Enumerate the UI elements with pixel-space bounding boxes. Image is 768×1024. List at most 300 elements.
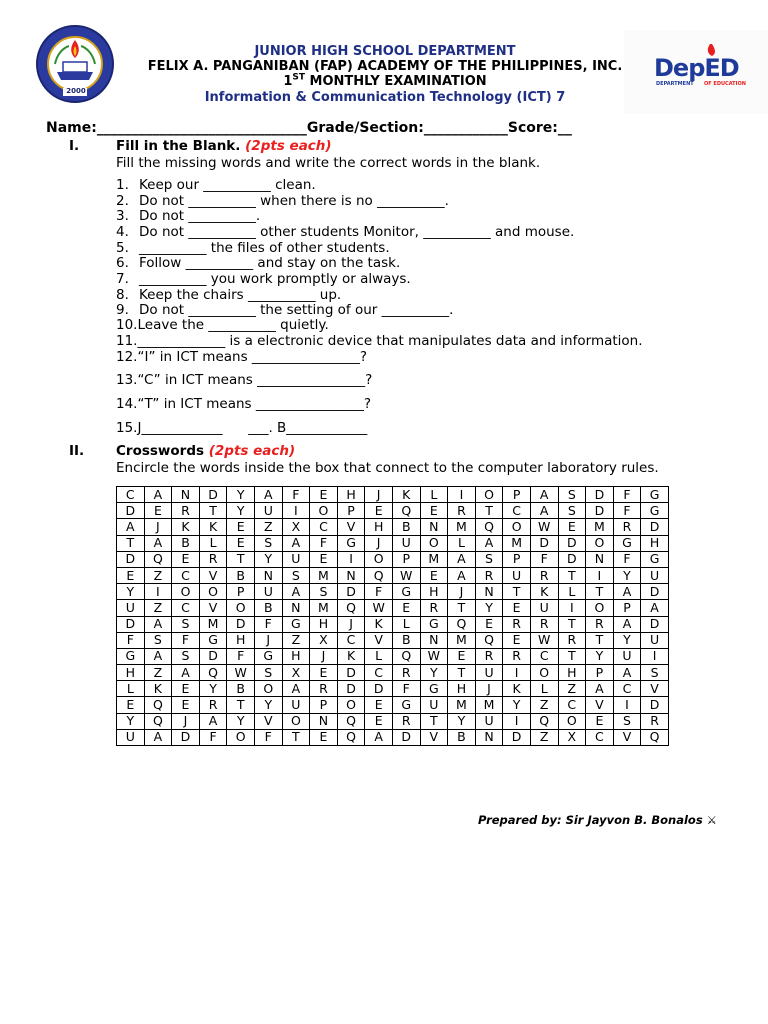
grid-cell[interactable]: T — [117, 535, 145, 551]
grid-cell[interactable]: N — [420, 632, 448, 648]
grid-cell[interactable]: N — [172, 487, 200, 503]
grid-cell[interactable]: Y — [254, 697, 282, 713]
grid-cell[interactable]: G — [392, 697, 420, 713]
grid-cell[interactable]: W — [227, 665, 255, 681]
grid-cell[interactable]: Y — [117, 713, 145, 729]
grid-cell[interactable]: U — [613, 648, 641, 664]
grid-cell[interactable]: R — [475, 648, 503, 664]
grid-cell[interactable]: J — [254, 632, 282, 648]
grid-cell[interactable]: C — [117, 487, 145, 503]
grid-cell[interactable]: U — [503, 567, 531, 583]
grid-cell[interactable]: R — [586, 616, 614, 632]
grid-cell[interactable]: V — [641, 681, 669, 697]
grid-cell[interactable]: M — [586, 519, 614, 535]
grid-cell[interactable]: I — [503, 713, 531, 729]
grid-cell[interactable]: C — [586, 729, 614, 745]
grid-cell[interactable]: K — [530, 584, 558, 600]
grid-cell[interactable]: H — [337, 487, 365, 503]
grid-cell[interactable]: C — [337, 632, 365, 648]
grid-cell[interactable]: I — [641, 648, 669, 664]
grid-cell[interactable]: J — [448, 584, 476, 600]
grid-cell[interactable]: A — [282, 584, 310, 600]
grid-cell[interactable]: Q — [144, 713, 172, 729]
grid-cell[interactable]: R — [199, 551, 227, 567]
grid-cell[interactable]: W — [420, 648, 448, 664]
grid-cell[interactable]: Z — [558, 681, 586, 697]
grid-cell[interactable]: Z — [282, 632, 310, 648]
grid-cell[interactable]: V — [199, 600, 227, 616]
grid-cell[interactable]: F — [254, 729, 282, 745]
grid-cell[interactable]: E — [586, 713, 614, 729]
grid-cell[interactable]: E — [227, 535, 255, 551]
grid-cell[interactable]: E — [227, 519, 255, 535]
grid-cell[interactable]: O — [172, 584, 200, 600]
grid-cell[interactable]: E — [310, 729, 338, 745]
grid-cell[interactable]: F — [392, 681, 420, 697]
grid-cell[interactable]: T — [475, 503, 503, 519]
grid-cell[interactable]: N — [337, 567, 365, 583]
grid-cell[interactable]: C — [530, 648, 558, 664]
grid-cell[interactable]: D — [641, 616, 669, 632]
grid-cell[interactable]: O — [282, 713, 310, 729]
grid-cell[interactable]: A — [641, 600, 669, 616]
grid-cell[interactable]: Y — [586, 648, 614, 664]
grid-cell[interactable]: F — [117, 632, 145, 648]
grid-cell[interactable]: P — [503, 551, 531, 567]
grid-cell[interactable]: Q — [144, 697, 172, 713]
grid-cell[interactable]: S — [282, 567, 310, 583]
grid-cell[interactable]: V — [420, 729, 448, 745]
grid-cell[interactable]: E — [392, 600, 420, 616]
grid-cell[interactable]: J — [310, 648, 338, 664]
grid-cell[interactable]: B — [448, 729, 476, 745]
grid-cell[interactable]: L — [117, 681, 145, 697]
grid-cell[interactable]: A — [282, 535, 310, 551]
grid-cell[interactable]: F — [254, 616, 282, 632]
grid-cell[interactable]: O — [475, 487, 503, 503]
grid-cell[interactable]: D — [365, 681, 393, 697]
grid-cell[interactable]: A — [144, 729, 172, 745]
grid-cell[interactable]: R — [199, 697, 227, 713]
grid-cell[interactable]: R — [641, 713, 669, 729]
grid-cell[interactable]: O — [503, 519, 531, 535]
grid-cell[interactable]: J — [144, 519, 172, 535]
grid-cell[interactable]: E — [117, 567, 145, 583]
grid-cell[interactable]: S — [475, 551, 503, 567]
grid-cell[interactable]: V — [365, 632, 393, 648]
grid-cell[interactable]: E — [172, 551, 200, 567]
grid-cell[interactable]: L — [448, 535, 476, 551]
grid-cell[interactable]: Z — [144, 665, 172, 681]
grid-cell[interactable]: A — [475, 535, 503, 551]
grid-cell[interactable]: E — [365, 503, 393, 519]
grid-cell[interactable]: W — [392, 567, 420, 583]
grid-cell[interactable]: R — [503, 648, 531, 664]
grid-cell[interactable]: E — [503, 632, 531, 648]
grid-cell[interactable]: G — [613, 535, 641, 551]
grid-cell[interactable]: L — [420, 487, 448, 503]
grid-cell[interactable]: U — [117, 600, 145, 616]
grid-cell[interactable]: O — [558, 713, 586, 729]
grid-cell[interactable]: D — [117, 616, 145, 632]
grid-cell[interactable]: Y — [227, 487, 255, 503]
grid-cell[interactable]: F — [199, 729, 227, 745]
grid-cell[interactable]: Z — [254, 519, 282, 535]
grid-cell[interactable]: Y — [420, 665, 448, 681]
grid-cell[interactable]: D — [172, 729, 200, 745]
grid-cell[interactable]: Q — [475, 632, 503, 648]
grid-cell[interactable]: E — [117, 697, 145, 713]
grid-cell[interactable]: P — [586, 665, 614, 681]
grid-cell[interactable]: D — [586, 487, 614, 503]
grid-cell[interactable]: Y — [227, 713, 255, 729]
grid-cell[interactable]: N — [310, 713, 338, 729]
grid-cell[interactable]: O — [199, 584, 227, 600]
grid-cell[interactable]: X — [282, 665, 310, 681]
grid-cell[interactable]: T — [503, 584, 531, 600]
grid-cell[interactable]: C — [365, 665, 393, 681]
grid-cell[interactable]: E — [420, 503, 448, 519]
grid-cell[interactable]: C — [613, 681, 641, 697]
grid-cell[interactable]: I — [613, 697, 641, 713]
grid-cell[interactable]: G — [420, 616, 448, 632]
grid-cell[interactable]: R — [310, 681, 338, 697]
grid-cell[interactable]: V — [586, 697, 614, 713]
grid-cell[interactable]: O — [420, 535, 448, 551]
grid-cell[interactable]: B — [227, 567, 255, 583]
grid-cell[interactable]: Y — [117, 584, 145, 600]
grid-cell[interactable]: O — [227, 729, 255, 745]
grid-cell[interactable]: A — [144, 616, 172, 632]
grid-cell[interactable]: D — [641, 697, 669, 713]
grid-cell[interactable]: Y — [503, 697, 531, 713]
grid-cell[interactable]: B — [254, 600, 282, 616]
grid-cell[interactable]: H — [448, 681, 476, 697]
grid-cell[interactable]: M — [420, 551, 448, 567]
grid-cell[interactable]: X — [310, 632, 338, 648]
grid-cell[interactable]: U — [475, 665, 503, 681]
grid-cell[interactable]: M — [199, 616, 227, 632]
grid-cell[interactable]: A — [172, 665, 200, 681]
grid-cell[interactable]: E — [365, 713, 393, 729]
grid-cell[interactable]: G — [392, 584, 420, 600]
grid-cell[interactable]: F — [613, 487, 641, 503]
grid-cell[interactable]: P — [227, 584, 255, 600]
grid-cell[interactable]: J — [172, 713, 200, 729]
grid-cell[interactable]: Y — [227, 503, 255, 519]
grid-cell[interactable]: E — [310, 665, 338, 681]
grid-cell[interactable]: M — [503, 535, 531, 551]
grid-cell[interactable]: R — [558, 632, 586, 648]
grid-cell[interactable]: T — [282, 729, 310, 745]
grid-cell[interactable]: A — [144, 535, 172, 551]
grid-cell[interactable]: O — [586, 535, 614, 551]
grid-cell[interactable]: G — [199, 632, 227, 648]
grid-cell[interactable]: S — [144, 632, 172, 648]
grid-cell[interactable]: I — [558, 600, 586, 616]
grid-cell[interactable]: M — [310, 567, 338, 583]
grid-cell[interactable]: Y — [613, 567, 641, 583]
grid-cell[interactable]: A — [144, 487, 172, 503]
grid-cell[interactable]: D — [530, 535, 558, 551]
grid-cell[interactable]: V — [613, 729, 641, 745]
grid-cell[interactable]: A — [117, 519, 145, 535]
grid-cell[interactable]: F — [282, 487, 310, 503]
grid-cell[interactable]: Q — [337, 713, 365, 729]
grid-cell[interactable]: D — [641, 584, 669, 600]
grid-cell[interactable]: H — [558, 665, 586, 681]
grid-cell[interactable]: O — [365, 551, 393, 567]
grid-cell[interactable]: Q — [641, 729, 669, 745]
grid-cell[interactable]: K — [503, 681, 531, 697]
grid-cell[interactable]: L — [530, 681, 558, 697]
grid-cell[interactable]: S — [641, 665, 669, 681]
grid-cell[interactable]: N — [586, 551, 614, 567]
grid-cell[interactable]: Q — [530, 713, 558, 729]
grid-cell[interactable]: U — [530, 600, 558, 616]
grid-cell[interactable]: K — [337, 648, 365, 664]
grid-cell[interactable]: P — [337, 503, 365, 519]
grid-cell[interactable]: U — [282, 551, 310, 567]
grid-cell[interactable]: O — [337, 697, 365, 713]
grid-cell[interactable]: O — [310, 503, 338, 519]
grid-cell[interactable]: G — [117, 648, 145, 664]
grid-cell[interactable]: L — [392, 616, 420, 632]
grid-cell[interactable]: T — [558, 648, 586, 664]
grid-cell[interactable]: W — [530, 519, 558, 535]
grid-cell[interactable]: U — [420, 697, 448, 713]
grid-cell[interactable]: N — [420, 519, 448, 535]
grid-cell[interactable]: A — [613, 584, 641, 600]
grid-cell[interactable]: T — [448, 665, 476, 681]
grid-cell[interactable]: Q — [392, 648, 420, 664]
grid-cell[interactable]: A — [530, 503, 558, 519]
grid-cell[interactable]: U — [392, 535, 420, 551]
grid-cell[interactable]: O — [530, 665, 558, 681]
grid-cell[interactable]: T — [558, 616, 586, 632]
grid-cell[interactable]: M — [448, 697, 476, 713]
grid-cell[interactable]: E — [503, 600, 531, 616]
grid-cell[interactable]: T — [227, 697, 255, 713]
grid-cell[interactable]: B — [392, 519, 420, 535]
grid-cell[interactable]: D — [558, 551, 586, 567]
grid-cell[interactable]: E — [475, 616, 503, 632]
grid-cell[interactable]: W — [530, 632, 558, 648]
grid-cell[interactable]: S — [172, 648, 200, 664]
grid-cell[interactable]: D — [337, 681, 365, 697]
grid-cell[interactable]: R — [530, 567, 558, 583]
grid-cell[interactable]: C — [558, 697, 586, 713]
grid-cell[interactable]: F — [365, 584, 393, 600]
grid-cell[interactable]: W — [365, 600, 393, 616]
grid-cell[interactable]: T — [586, 632, 614, 648]
grid-cell[interactable]: X — [282, 519, 310, 535]
grid-cell[interactable]: U — [254, 584, 282, 600]
grid-cell[interactable]: R — [392, 665, 420, 681]
grid-cell[interactable]: F — [310, 535, 338, 551]
grid-cell[interactable]: D — [503, 729, 531, 745]
grid-cell[interactable]: D — [586, 503, 614, 519]
grid-cell[interactable]: U — [641, 632, 669, 648]
grid-cell[interactable]: H — [310, 616, 338, 632]
grid-cell[interactable]: T — [420, 713, 448, 729]
grid-cell[interactable]: S — [310, 584, 338, 600]
grid-cell[interactable]: U — [282, 697, 310, 713]
grid-cell[interactable]: A — [199, 713, 227, 729]
grid-cell[interactable]: G — [337, 535, 365, 551]
grid-cell[interactable]: I — [448, 487, 476, 503]
grid-cell[interactable]: A — [530, 487, 558, 503]
grid-cell[interactable]: E — [558, 519, 586, 535]
grid-cell[interactable]: T — [448, 600, 476, 616]
grid-cell[interactable]: P — [310, 697, 338, 713]
grid-cell[interactable]: Q — [365, 567, 393, 583]
grid-cell[interactable]: N — [254, 567, 282, 583]
grid-cell[interactable]: S — [613, 713, 641, 729]
grid-cell[interactable]: R — [172, 503, 200, 519]
grid-cell[interactable]: D — [199, 487, 227, 503]
grid-cell[interactable]: A — [448, 551, 476, 567]
grid-cell[interactable]: Y — [448, 713, 476, 729]
grid-cell[interactable]: C — [310, 519, 338, 535]
grid-cell[interactable]: H — [117, 665, 145, 681]
grid-cell[interactable]: V — [337, 519, 365, 535]
grid-cell[interactable]: O — [254, 681, 282, 697]
grid-cell[interactable]: P — [503, 487, 531, 503]
grid-cell[interactable]: Q — [392, 503, 420, 519]
grid-cell[interactable]: H — [227, 632, 255, 648]
grid-cell[interactable]: Z — [530, 729, 558, 745]
grid-cell[interactable]: K — [144, 681, 172, 697]
grid-cell[interactable]: T — [586, 584, 614, 600]
grid-cell[interactable]: O — [227, 600, 255, 616]
grid-cell[interactable]: S — [558, 487, 586, 503]
grid-cell[interactable]: M — [448, 519, 476, 535]
grid-cell[interactable]: F — [227, 648, 255, 664]
grid-cell[interactable]: G — [254, 648, 282, 664]
grid-cell[interactable]: K — [199, 519, 227, 535]
grid-cell[interactable]: S — [254, 665, 282, 681]
grid-cell[interactable]: I — [503, 665, 531, 681]
grid-cell[interactable]: G — [641, 487, 669, 503]
grid-cell[interactable]: N — [475, 584, 503, 600]
grid-cell[interactable]: S — [254, 535, 282, 551]
grid-cell[interactable]: S — [558, 503, 586, 519]
grid-cell[interactable]: C — [503, 503, 531, 519]
grid-cell[interactable]: Y — [613, 632, 641, 648]
grid-cell[interactable]: D — [392, 729, 420, 745]
grid-cell[interactable]: Q — [448, 616, 476, 632]
grid-cell[interactable]: F — [613, 551, 641, 567]
grid-cell[interactable]: G — [641, 503, 669, 519]
grid-cell[interactable]: R — [475, 567, 503, 583]
grid-cell[interactable]: D — [117, 551, 145, 567]
grid-cell[interactable]: E — [172, 681, 200, 697]
grid-cell[interactable]: R — [613, 519, 641, 535]
grid-cell[interactable]: F — [172, 632, 200, 648]
grid-cell[interactable]: R — [448, 503, 476, 519]
grid-cell[interactable]: B — [392, 632, 420, 648]
grid-cell[interactable]: Q — [475, 519, 503, 535]
grid-cell[interactable]: Q — [337, 729, 365, 745]
grid-cell[interactable]: Q — [337, 600, 365, 616]
grid-cell[interactable]: K — [392, 487, 420, 503]
grid-cell[interactable]: J — [337, 616, 365, 632]
grid-cell[interactable]: F — [613, 503, 641, 519]
grid-cell[interactable]: O — [586, 600, 614, 616]
grid-cell[interactable]: T — [558, 567, 586, 583]
grid-cell[interactable]: Z — [144, 600, 172, 616]
grid-cell[interactable]: V — [254, 713, 282, 729]
grid-cell[interactable]: G — [641, 551, 669, 567]
grid-cell[interactable]: Z — [530, 697, 558, 713]
grid-cell[interactable]: H — [365, 519, 393, 535]
grid-cell[interactable]: K — [365, 616, 393, 632]
grid-cell[interactable]: D — [558, 535, 586, 551]
grid-cell[interactable]: J — [365, 535, 393, 551]
grid-cell[interactable]: P — [392, 551, 420, 567]
grid-cell[interactable]: H — [282, 648, 310, 664]
grid-cell[interactable]: G — [282, 616, 310, 632]
grid-cell[interactable]: N — [282, 600, 310, 616]
grid-cell[interactable]: L — [365, 648, 393, 664]
grid-cell[interactable]: U — [254, 503, 282, 519]
grid-cell[interactable]: D — [227, 616, 255, 632]
grid-cell[interactable]: R — [420, 600, 448, 616]
grid-cell[interactable]: I — [337, 551, 365, 567]
grid-cell[interactable]: Z — [144, 567, 172, 583]
grid-cell[interactable]: U — [117, 729, 145, 745]
grid-cell[interactable]: Y — [475, 600, 503, 616]
grid-cell[interactable]: Y — [254, 551, 282, 567]
grid-cell[interactable]: P — [613, 600, 641, 616]
grid-cell[interactable]: V — [199, 567, 227, 583]
grid-cell[interactable]: J — [365, 487, 393, 503]
grid-cell[interactable]: A — [365, 729, 393, 745]
grid-cell[interactable]: A — [448, 567, 476, 583]
grid-cell[interactable]: H — [420, 584, 448, 600]
grid-cell[interactable]: L — [199, 535, 227, 551]
grid-cell[interactable]: I — [586, 567, 614, 583]
grid-cell[interactable]: E — [310, 487, 338, 503]
grid-cell[interactable]: E — [365, 697, 393, 713]
grid-cell[interactable]: K — [172, 519, 200, 535]
grid-cell[interactable]: B — [172, 535, 200, 551]
grid-cell[interactable]: D — [337, 584, 365, 600]
grid-cell[interactable]: S — [172, 616, 200, 632]
grid-cell[interactable]: B — [227, 681, 255, 697]
grid-cell[interactable]: D — [337, 665, 365, 681]
grid-cell[interactable]: J — [475, 681, 503, 697]
grid-cell[interactable]: D — [199, 648, 227, 664]
grid-cell[interactable]: C — [172, 567, 200, 583]
grid-cell[interactable]: I — [282, 503, 310, 519]
grid-cell[interactable]: X — [558, 729, 586, 745]
grid-cell[interactable]: Q — [144, 551, 172, 567]
grid-cell[interactable]: M — [475, 697, 503, 713]
grid-cell[interactable]: N — [475, 729, 503, 745]
grid-cell[interactable]: T — [227, 551, 255, 567]
grid-cell[interactable]: D — [641, 519, 669, 535]
grid-cell[interactable]: T — [199, 503, 227, 519]
grid-cell[interactable]: D — [117, 503, 145, 519]
grid-cell[interactable]: A — [144, 648, 172, 664]
grid-cell[interactable]: I — [144, 584, 172, 600]
grid-cell[interactable]: R — [392, 713, 420, 729]
grid-cell[interactable]: R — [503, 616, 531, 632]
grid-cell[interactable]: E — [448, 648, 476, 664]
grid-cell[interactable]: G — [420, 681, 448, 697]
